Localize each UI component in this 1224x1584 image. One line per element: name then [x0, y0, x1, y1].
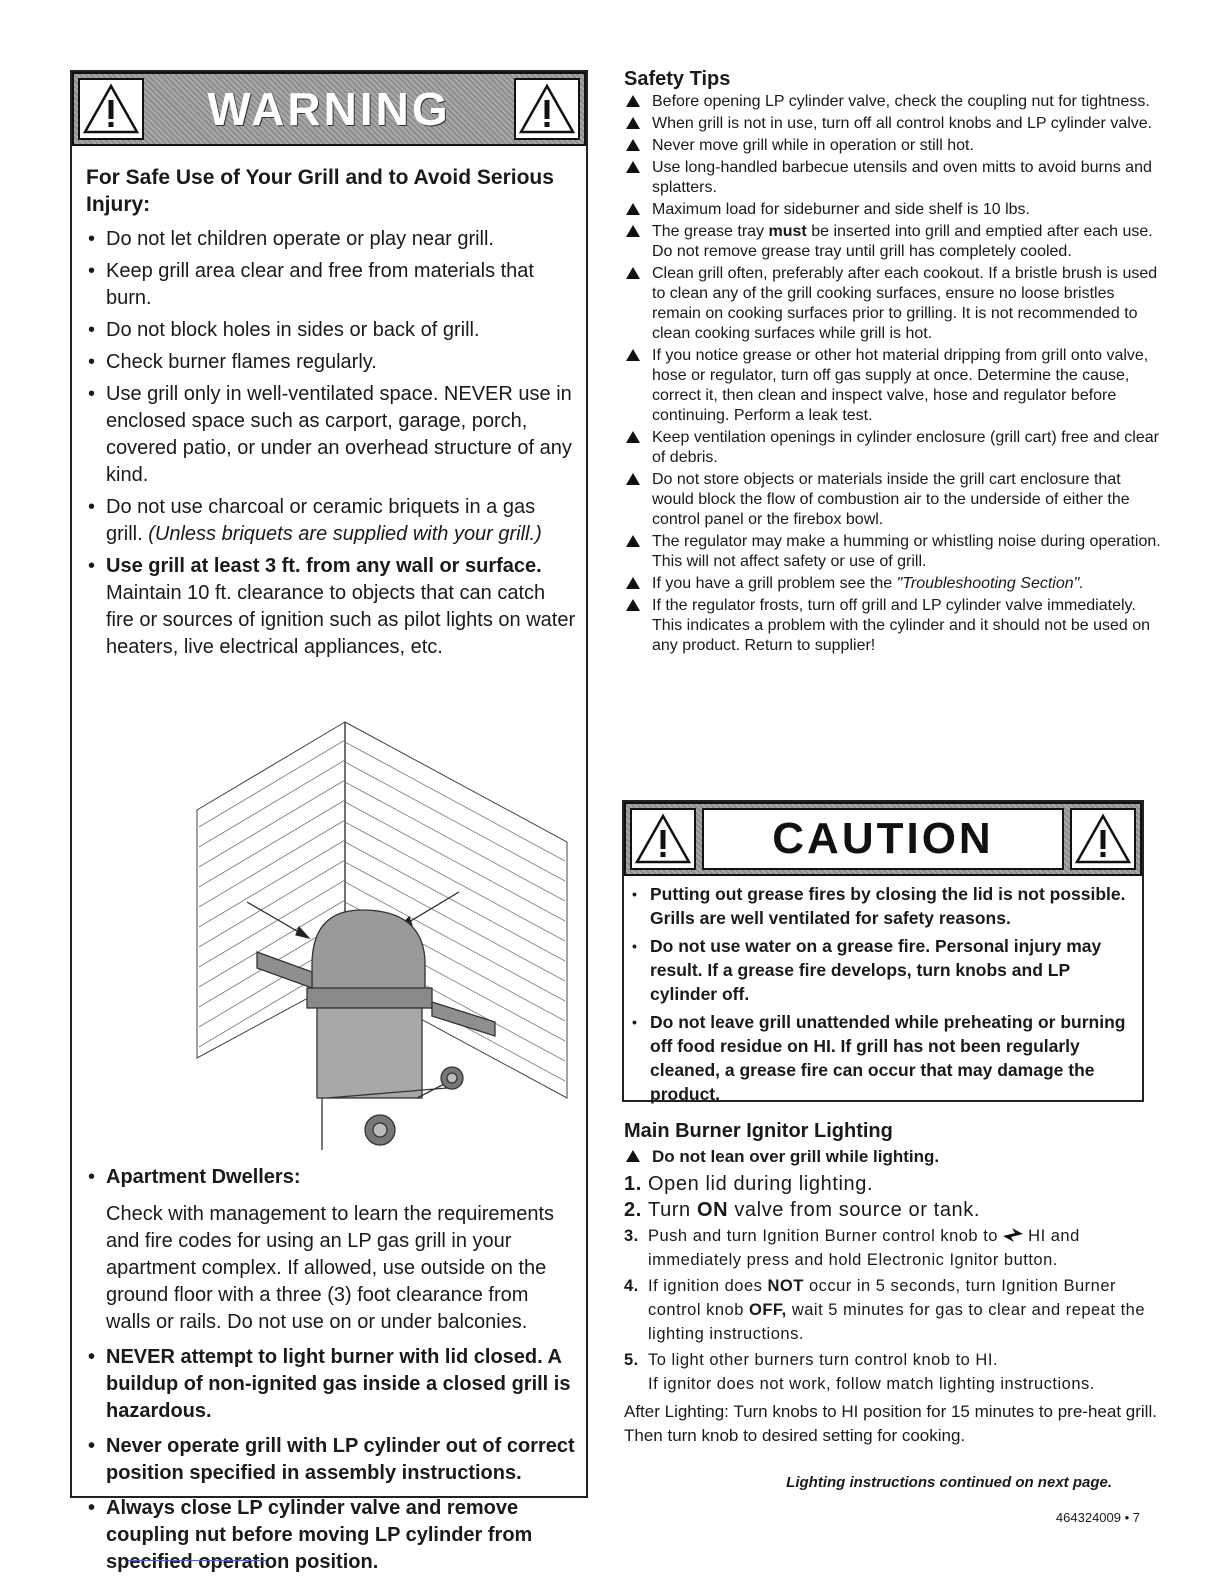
triangle-bullet-icon	[626, 161, 640, 173]
grill-clearance-illustration	[177, 720, 577, 1160]
warning-box	[70, 70, 588, 1573]
triangle-bullet-icon	[626, 225, 640, 237]
triangle-bullet-icon	[626, 1150, 640, 1162]
warning-list-2	[86, 1164, 576, 1584]
triangle-bullet-icon	[626, 139, 640, 151]
tip-text: The grease tray	[652, 223, 765, 240]
list-item	[624, 574, 1164, 594]
tip-text: If the regulator frosts, turn off grill and LP cylinder valve immediately. This indicates a problem with the cylinder and it should not be used on any product. Return to supplier!	[652, 597, 1151, 654]
triangle-bullet-icon	[626, 267, 640, 279]
warning-triangle-icon	[1070, 808, 1136, 870]
triangle-bullet-icon	[626, 473, 640, 485]
list-item: • Do not use water on a grease fire. Personal injury may result. If a grease fire develops, turn knobs and LP cylinder off.	[628, 934, 1136, 1006]
distance-text: Maintain 10 ft. clearance to objects that can catch fire or sources of ignition such as pilot lights on water heaters, live electrical appliances, etc.	[106, 582, 576, 658]
step-text: If ignition does	[648, 1277, 763, 1295]
list-item	[86, 494, 576, 548]
apartment-text: Check with management to learn the requirements and fire codes for using an LP gas grill in your apartment complex. If allowed, use outside on the ground floor with a three (3) foot clearance from walls or rails. Do not use on or under balconies.	[106, 1203, 555, 1333]
tip-text: If you notice grease or other hot material dripping from grill onto valve, hose or regulator, turn off gas supply at once. Determine the cause, correct it, then clean and inspect valve, hose and regulator before continuing. Perform a leak test.	[652, 347, 1149, 424]
after-lighting-text: After Lighting: Turn knobs to HI position for 15 minutes to pre-heat grill. Then turn knob to desired setting for cooking.	[624, 1402, 1157, 1445]
list-item	[624, 158, 1164, 198]
step-text: Open lid during lighting.	[648, 1173, 874, 1195]
caution-list	[628, 882, 1136, 1110]
step-note: If ignitor does not work, follow match lighting instructions.	[648, 1375, 1095, 1393]
footer-divider	[128, 1560, 266, 1561]
caution-title: CAUTION	[772, 814, 994, 863]
list-item	[624, 346, 1164, 426]
lighting-steps	[624, 1172, 1164, 1396]
tip-text: Never move grill while in operation or still hot.	[652, 137, 974, 154]
list-item	[624, 532, 1164, 572]
step-item	[624, 1274, 1164, 1346]
list-item: • Do not let children operate or play near grill.	[86, 226, 576, 253]
triangle-bullet-icon	[626, 577, 640, 589]
tip-text: Keep ventilation openings in cylinder enclosure (grill cart) free and clear of debris.	[652, 429, 1159, 466]
tip-text: Use long-handled barbecue utensils and oven mitts to avoid burns and splatters.	[652, 159, 1152, 196]
step-emphasis: OFF,	[748, 1301, 787, 1319]
list-item: • Never operate grill with LP cylinder out of correct position specified in assembly instructions.	[86, 1433, 576, 1487]
step-number: 2.	[624, 1199, 642, 1221]
tip-text: be inserted into grill and emptied after each use. Do not remove grease tray until grill has completely cooled.	[652, 223, 1153, 260]
list-item	[86, 1164, 576, 1336]
briquets-text: Do not use charcoal or ceramic briquets in a gas grill.	[106, 496, 536, 545]
warning-triangle-icon	[514, 78, 580, 140]
list-item: • NEVER attempt to light burner with lid closed. A buildup of non-ignited gas inside a closed grill is hazardous.	[86, 1344, 576, 1425]
safety-tips-section	[624, 66, 1164, 658]
warning-banner	[72, 72, 586, 146]
list-item	[624, 470, 1164, 530]
step-emphasis: ON	[696, 1199, 729, 1221]
step-item	[624, 1224, 1164, 1272]
ignition-spark-icon	[1003, 1227, 1023, 1243]
list-item	[624, 200, 1164, 220]
list-item	[624, 136, 1164, 156]
step-number: 1.	[624, 1173, 642, 1195]
apartment-title: Apartment Dwellers:	[106, 1166, 301, 1188]
step-item	[624, 1348, 1164, 1396]
step-number: 4.	[624, 1277, 639, 1295]
triangle-bullet-icon	[626, 203, 640, 215]
list-item	[86, 553, 576, 661]
list-item: • Do not leave grill unattended while preheating or burning off food residue on HI. If grill has not been regularly cleaned, a grease fire can occur that may damage the product.	[628, 1010, 1136, 1106]
tip-text: The regulator may make a humming or whistling noise during operation. This will not affect safety or use of grill.	[652, 533, 1161, 570]
step-text: and immediately press and hold Electronic Ignitor button.	[648, 1227, 1080, 1269]
step-text: valve from source or tank.	[734, 1199, 981, 1221]
caution-banner	[624, 802, 1142, 876]
list-item: • Use grill only in well-ventilated space. NEVER use in enclosed space such as carport, garage, porch, covered patio, or under an overhead structure of any kind.	[86, 381, 576, 489]
caution-label-cell	[702, 808, 1064, 870]
distance-bold: Use grill at least 3 ft. from any wall or surface.	[106, 555, 542, 577]
tip-text: Do not store objects or materials inside the grill cart enclosure that would block the flow of combustion air to the underside of either the control panel or the firebox bowl.	[652, 471, 1130, 528]
page-number: 464324009 • 7	[1055, 1510, 1140, 1525]
briquets-note: (Unless briquets are supplied with your grill.)	[148, 523, 542, 545]
triangle-bullet-icon	[626, 349, 640, 361]
list-item	[624, 114, 1164, 134]
caution-box	[622, 800, 1144, 1102]
list-item	[624, 428, 1164, 468]
warning-triangle-icon	[78, 78, 144, 140]
step-number: 5.	[624, 1351, 639, 1369]
warning-heading: For Safe Use of Your Grill and to Avoid Serious Injury:	[86, 166, 554, 216]
safety-tips-list	[624, 92, 1164, 656]
list-item: • Always close LP cylinder valve and remove coupling nut before moving LP cylinder from specified operation position.	[86, 1495, 576, 1576]
triangle-bullet-icon	[626, 117, 640, 129]
safety-tips-title: Safety Tips	[624, 68, 731, 90]
step-text: Turn	[648, 1199, 691, 1221]
step-item	[624, 1198, 1164, 1222]
triangle-bullet-icon	[626, 431, 640, 443]
step-text: HI	[1028, 1227, 1046, 1245]
list-item	[624, 596, 1164, 656]
warning-triangle-icon	[630, 808, 696, 870]
triangle-bullet-icon	[626, 599, 640, 611]
step-text: occur in 5 seconds, turn Ignition Burner control knob	[648, 1277, 1117, 1319]
ignitor-lighting-section	[624, 1118, 1164, 1448]
step-number: 3.	[624, 1227, 639, 1245]
list-item	[624, 264, 1164, 344]
list-item	[624, 222, 1164, 262]
warning-title: WARNING	[207, 83, 451, 135]
ignitor-title: Main Burner Ignitor Lighting	[624, 1120, 893, 1142]
step-text: wait 5 minutes for gas to clear and repeat the lighting instructions.	[648, 1301, 1146, 1343]
step-text: To light other burners turn control knob to HI.	[648, 1351, 999, 1369]
tip-text: When grill is not in use, turn off all control knobs and LP cylinder valve.	[652, 115, 1153, 132]
step-item	[624, 1172, 1164, 1196]
ignitor-warning	[624, 1146, 1164, 1168]
continued-note: Lighting instructions continued on next page.	[786, 1474, 1112, 1491]
list-item: • Keep grill area clear and free from materials that burn.	[86, 258, 576, 312]
list-item: • Do not block holes in sides or back of grill.	[86, 317, 576, 344]
tip-text: If you have a grill problem see the	[652, 575, 893, 592]
tip-emphasis: must	[768, 223, 807, 240]
triangle-bullet-icon	[626, 535, 640, 547]
list-item: • Check burner flames regularly.	[86, 349, 576, 376]
warning-list	[86, 226, 576, 666]
list-item	[624, 92, 1164, 112]
troubleshooting-reference: "Troubleshooting Section".	[896, 575, 1084, 592]
triangle-bullet-icon	[626, 95, 640, 107]
tip-text: Maximum load for sideburner and side shelf is 10 lbs.	[652, 201, 1030, 218]
step-emphasis: NOT	[767, 1277, 804, 1295]
ignitor-warning-text: Do not lean over grill while lighting.	[652, 1147, 940, 1166]
step-text: Push and turn Ignition Burner control knob to	[648, 1227, 998, 1245]
list-item: • Putting out grease fires by closing the lid is not possible. Grills are well ventilated for safety reasons.	[628, 882, 1136, 930]
tip-text: Clean grill often, preferably after each cookout. If a bristle brush is used to clean any of the grill cooking surfaces, ensure no loose bristles remain on cooking surfaces prior to grilling. It is not recommended to clean cooking surfaces while grill is hot.	[652, 265, 1158, 342]
tip-text: Before opening LP cylinder valve, check the coupling nut for tightness.	[652, 93, 1150, 110]
